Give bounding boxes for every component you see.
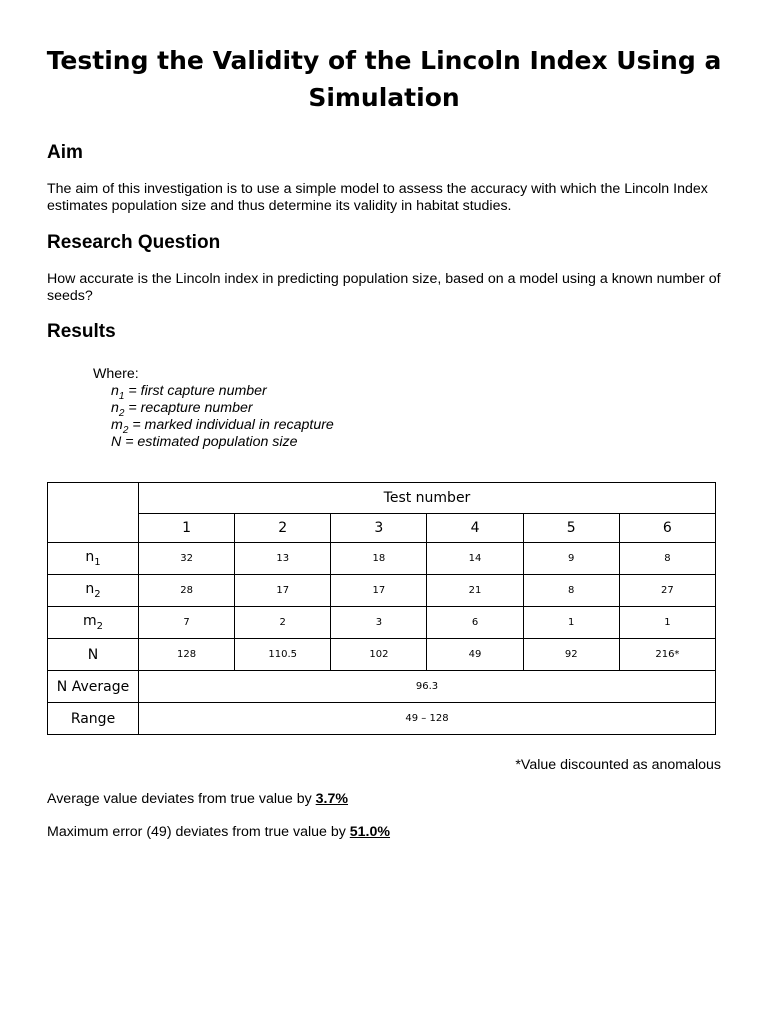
- table-cell: 17: [331, 575, 427, 607]
- average-label: N Average: [48, 671, 139, 703]
- table-cell: 3: [331, 607, 427, 639]
- test-number-cell: 1: [139, 514, 235, 543]
- variable-definitions: [93, 366, 334, 451]
- table-row-N: [48, 639, 716, 671]
- test-number-header: Test number: [139, 483, 716, 514]
- table-cell: 18: [331, 543, 427, 575]
- range-value: 49 – 128: [139, 703, 716, 735]
- average-deviation-value: 3.7%: [315, 791, 349, 807]
- table-cell: 92: [523, 639, 619, 671]
- anomalous-footnote: *Value discounted as anomalous: [515, 757, 721, 773]
- table-cell: 6: [427, 607, 523, 639]
- table-cell: 27: [619, 575, 715, 607]
- table-header-row: [48, 483, 716, 514]
- definition-subscript: 1: [118, 390, 125, 402]
- table-cell: 216*: [619, 639, 715, 671]
- test-number-cell: 3: [331, 514, 427, 543]
- test-number-cell: 6: [619, 514, 715, 543]
- table-cell: 13: [235, 543, 331, 575]
- definition-subscript: 2: [118, 407, 125, 419]
- aim-text: The aim of this investigation is to use a simple model to assess the accuracy with which the Lincoln Index estimates population size and thus determine its validity in habitat studies.: [47, 181, 708, 214]
- definition-symbol: N: [111, 434, 122, 450]
- table-row-n1: [48, 543, 716, 575]
- average-deviation-line: [47, 791, 348, 808]
- summary-text: Average value deviates from true value by: [47, 791, 316, 807]
- table-cell: 1: [619, 607, 715, 639]
- table-cell: 1: [523, 607, 619, 639]
- row-label: N: [48, 639, 139, 671]
- row-label: $n_1$: [48, 543, 139, 575]
- results-heading: Results: [47, 321, 116, 342]
- test-number-row: [48, 514, 716, 543]
- definition-description: = marked individual in recapture: [128, 417, 334, 433]
- summary-text: Maximum error (49) deviates from true value by: [47, 824, 350, 840]
- test-number-cell: 4: [427, 514, 523, 543]
- table-cell: 21: [427, 575, 523, 607]
- table-cell: 2: [235, 607, 331, 639]
- research-question-text: How accurate is the Lincoln index in predicting population size, based on a model using a known number of seeds?: [47, 271, 721, 304]
- test-number-cell: 2: [235, 514, 331, 543]
- test-number-cell: 5: [523, 514, 619, 543]
- range-label: Range: [48, 703, 139, 735]
- table-corner-cell: [48, 483, 139, 543]
- row-label: $m_2$: [48, 607, 139, 639]
- definition-N: [93, 434, 334, 451]
- research-question-heading: Research Question: [47, 232, 221, 253]
- results-table: [47, 482, 716, 735]
- table-row-range: [48, 703, 716, 735]
- table-cell: 8: [523, 575, 619, 607]
- table-cell: 102: [331, 639, 427, 671]
- table-cell: 17: [235, 575, 331, 607]
- aim-heading: Aim: [47, 142, 83, 163]
- table-row-average: [48, 671, 716, 703]
- table-cell: 14: [427, 543, 523, 575]
- table-cell: 49: [427, 639, 523, 671]
- definition-n1: [93, 383, 334, 400]
- definition-symbol: n: [111, 383, 119, 399]
- definition-symbol: m: [111, 417, 123, 433]
- table-cell: 8: [619, 543, 715, 575]
- table-cell: 32: [139, 543, 235, 575]
- table-row-n2: [48, 575, 716, 607]
- definition-description: = first capture number: [124, 383, 267, 399]
- maximum-error-line: [47, 824, 390, 841]
- table-row-m2: [48, 607, 716, 639]
- row-label: $n_2$: [48, 575, 139, 607]
- definition-symbol: n: [111, 400, 119, 416]
- table-cell: 110.5: [235, 639, 331, 671]
- table-cell: 7: [139, 607, 235, 639]
- page-title: Testing the Validity of the Lincoln Index Using a Simulation: [46, 46, 722, 112]
- definition-description: = recapture number: [124, 400, 253, 416]
- definition-description: = estimated population size: [121, 434, 298, 450]
- table-cell: 9: [523, 543, 619, 575]
- definition-n2: [93, 400, 334, 417]
- maximum-error-value: 51.0%: [349, 824, 391, 840]
- definition-subscript: 2: [122, 424, 129, 436]
- average-value: 96.3: [139, 671, 716, 703]
- table-cell: 28: [139, 575, 235, 607]
- definition-m2: [93, 417, 334, 434]
- where-label: Where:: [93, 366, 139, 382]
- table-cell: 128: [139, 639, 235, 671]
